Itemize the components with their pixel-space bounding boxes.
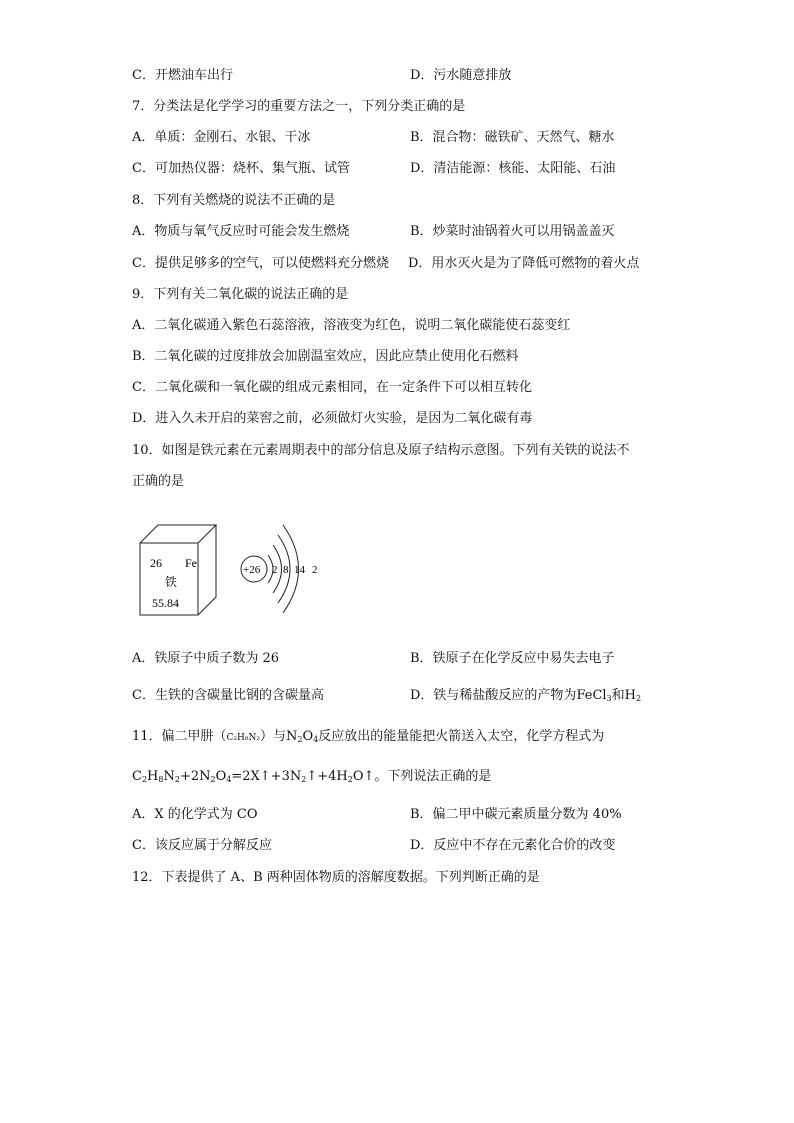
q9-option-b: B．二氧化碳的过度排放会加剧温室效应，因此应禁止使用化石燃料 [132,349,519,364]
q7-option-c: C．可加热仪器：烧杯、集气瓶、试管 [132,161,350,176]
q9-option-d: D．进入久未开启的菜窖之前，必须做灯火实验，是因为二氧化碳有毒 [132,411,533,426]
q8-option-a: A．物质与氧气反应时可能会发生燃烧 [132,224,350,239]
q12-stem: 12．下表提供了 A、B 两种固体物质的溶解度数据。下列判断正确的是 [132,870,540,885]
q10-option-b: B．铁原子在化学反应中易失去电子 [410,651,615,666]
chemical-equation: $C_2H_8N_2+2N_2O_4=2X↑+3N_2↑+4H_2O↑$ [132,769,375,784]
q8-option-b: B．炒菜时油锅着火可以用锅盖盖灭 [410,224,615,239]
q11-option-d: D．反应中不存在元素化合价的改变 [410,838,616,853]
q7-option-b: B．混合物：磁铁矿、天然气、糖水 [410,130,615,145]
shell-3-electrons: 14 [294,564,305,576]
q10-option-d-and: 和 [611,688,625,703]
n2o4-formula: $N_2O_4$ [286,729,319,744]
q9-option-a: A．二氧化碳通入紫色石蕊溶液，溶液变为红色，说明二氧化碳能使石蕊变红 [132,318,571,333]
q9-option-c: C．二氧化碳和一氧化碳的组成元素相同，在一定条件下可以相互转化 [132,380,532,395]
q6-option-c: C．开燃油车出行 [132,68,233,83]
shell-4-electrons: 2 [312,564,318,576]
q10-option-c: C．生铁的含碳量比钢的含碳量高 [132,688,324,703]
q11-option-a: A．X 的化学式为 CO [132,807,258,822]
q6-option-d: D．污水随意排放 [410,68,512,83]
element-symbol: Fe [185,556,197,570]
atomic-mass: 55.84 [152,596,179,610]
nucleus-charge: +26 [243,564,261,576]
q11-option-c: C．该反应属于分解反应 [132,838,272,853]
iron-element-figure [132,505,332,620]
shell-2-electrons: 8 [283,564,289,576]
udmh-formula: C₂H₈N₂ [226,733,260,743]
q10-option-a: A．铁原子中质子数为 26 [132,651,280,666]
q10-option-d [410,687,641,708]
h2-formula: $H_2$ [624,688,642,703]
q8-option-d: D．用水灭火是为了降低可燃物的着火点 [408,256,640,271]
q11-equation-line [132,768,491,789]
q9-stem: 9．下列有关二氧化碳的说法正确的是 [132,287,349,302]
q8-stem: 8．下列有关燃烧的说法不正确的是 [132,193,336,208]
q8-option-c: C．提供足够多的空气，可以使燃料充分燃烧 [132,256,389,271]
q10-option-d-text: D．铁与稀盐酸反应的产物为 [410,688,577,703]
q11-option-b: B．偏二甲中碳元素质量分数为 40% [410,807,622,822]
atomic-number: 26 [150,556,162,570]
q7-option-a: A．单质：金刚石、水银、干冰 [132,130,311,145]
fecl3-formula: FeCl$_3$ [576,688,612,703]
q10-stem-line1: 10．如图是铁元素在元素周期表中的部分信息及原子结构示意图。下列有关铁的说法不 [132,443,630,458]
element-name: 铁 [165,575,178,589]
q11-equation-tail: 。下列说法正确的是 [374,769,492,784]
q7-option-d: D．清洁能源：核能、太阳能、石油 [410,161,616,176]
q10-stem-line2: 正确的是 [132,474,185,489]
shell-1-electrons: 2 [272,564,278,576]
q11-stem-line1: 11．偏二甲肼（C₂H₈N₂）与$N_2O_4$反应放出的能量能把火箭送入太空，化学方程式为 [132,729,605,744]
q7-stem: 7．分类法是化学学习的重要方法之一，下列分类正确的是 [132,99,466,114]
